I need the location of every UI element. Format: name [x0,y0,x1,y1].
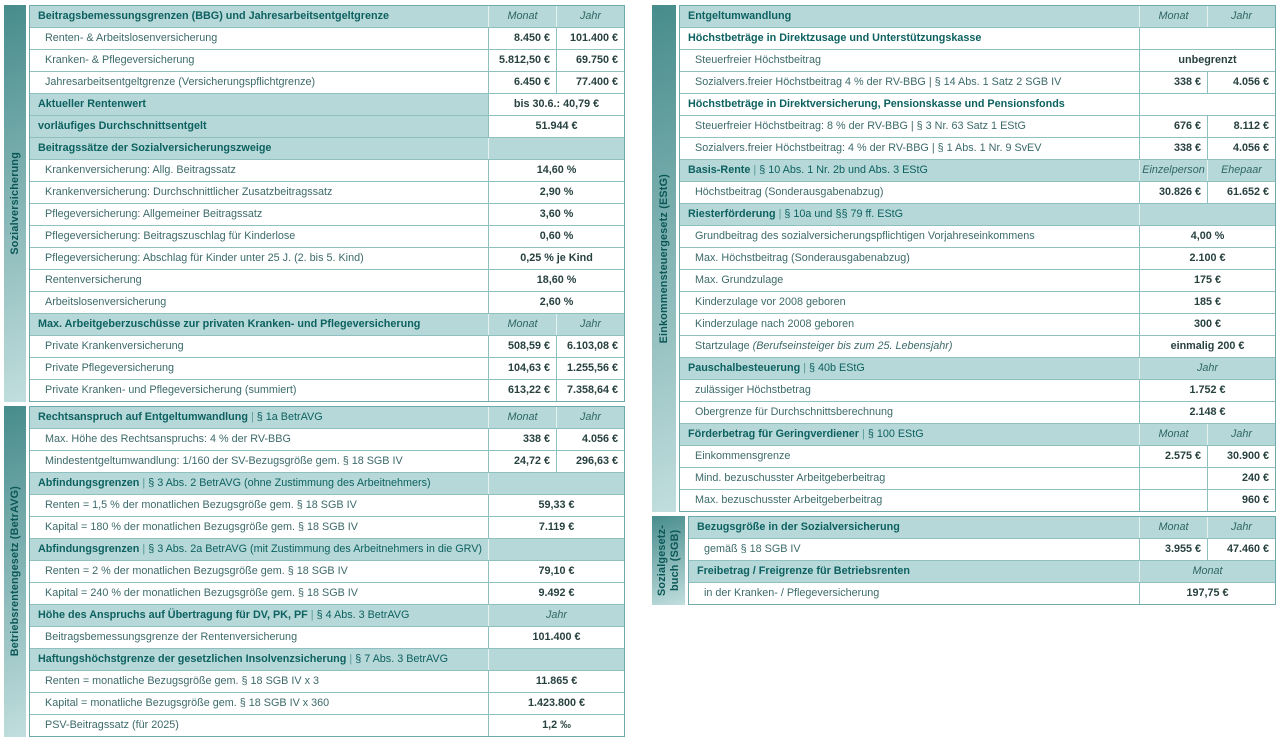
section-header-label [30,138,488,159]
section-title: Freibetrag / Freigrenze für Betriebsrenten [697,565,910,577]
table-row [30,450,624,472]
separator: | [250,411,254,423]
row-label-text: Pflegeversicherung: Abschlag für Kinder unter 25 J. (2. bis 5. Kind) [45,252,364,264]
section-header-row [680,6,1275,27]
value-merged: 0,60 % [488,226,624,247]
column-header-empty [488,649,624,670]
column-header-left: Einzelperson [1139,160,1207,181]
column-header-empty [1139,204,1275,225]
row-label-note: (Berufseinsteiger bis zum 25. Lebensjahr) [752,340,953,352]
separator: | [753,164,757,176]
row-label [680,116,1139,137]
table-block-betravg [4,406,625,737]
keyvalue-title: vorläufiges Durchschnittsentgelt [38,120,207,132]
row-label-text: Pflegeversicherung: Beitragszuschlag für Kinderlose [45,230,296,242]
row-label [30,50,488,71]
row-label-text: Max. Höchstbeitrag (Sonderausgabenabzug) [695,252,910,264]
section-title: Abfindungsgrenzen [38,543,140,555]
row-label-text: Grundbeitrag des sozialversicherungspflichtigen Vorjahreseinkommens [695,230,1035,242]
row-label-text: Private Pflegeversicherung [45,362,175,374]
keyvalue-label [30,94,488,115]
value-jahr: 69.750 € [556,50,624,71]
section-header-row [30,6,624,27]
separator: | [310,609,314,621]
value-monat: 30.826 € [1139,182,1207,203]
value-merged: 79,10 € [488,561,624,582]
value-jahr: 4.056 € [1207,72,1275,93]
keyvalue-row [30,115,624,137]
side-label-text: Einkommensteuergesetz (EStG) [657,173,670,344]
row-label-text: Beitragsbemessungsgrenze der Rentenversicherung [45,631,298,643]
table-row [680,269,1275,291]
table-row [30,626,624,648]
row-label-text: Krankenversicherung: Allg. Beitragssatz [45,164,236,176]
column-header-empty [488,473,624,494]
value-monat: 338 € [488,429,556,450]
value-jahr: 30.900 € [1207,446,1275,467]
section-header-label [680,358,1139,379]
value-monat [1139,468,1207,489]
value-jahr: 61.652 € [1207,182,1275,203]
row-label [30,182,488,203]
section-header-label [680,6,1139,27]
section-title: Höhe des Anspruchs auf Übertragung für DV, PK, PF [38,609,308,621]
section-header-row [30,313,624,335]
value-merged: bis 30.6.: 40,79 € [488,94,624,115]
row-label [30,204,488,225]
value-jahr: 47.460 € [1207,539,1275,560]
table-row [30,203,624,225]
separator: | [142,477,146,489]
row-label [680,336,1139,357]
row-label-text: Steuerfreier Höchstbeitrag: 8 % der RV-BBG | § 3 Nr. 63 Satz 1 EStG [695,120,1026,132]
separator: | [803,362,807,374]
value-merged: 1.752 € [1139,380,1275,401]
row-label-text: Sozialvers.freier Höchstbeitrag 4 % der RV-BBG | § 14 Abs. 1 Satz 2 SGB IV [695,76,1062,88]
column-header-right: Jahr [1207,517,1275,538]
value-merged: 2.100 € [1139,248,1275,269]
value-jahr: 4.056 € [1207,138,1275,159]
value-monat: 613,22 € [488,380,556,401]
section-title: Rechtsanspruch auf Entgeltumwandlung [38,411,248,423]
row-label-text: Max. Höhe des Rechtsanspruchs: 4 % der RV-BBG [45,433,291,445]
row-label-text: Krankenversicherung: Durchschnittlicher Zusatzbeitragssatz [45,186,333,198]
row-label-text: Rentenversicherung [45,274,142,286]
value-merged: unbegrenzt [1139,50,1275,71]
table-row [30,291,624,313]
section-header-row [30,538,624,560]
value-merged: einmalig 200 € [1139,336,1275,357]
section-header-label [680,204,1139,225]
column-header-right: Jahr [556,6,624,27]
value-merged: 2,60 % [488,292,624,313]
row-label [30,451,488,472]
table-block-sv [4,5,625,402]
row-label [680,490,1139,511]
table-row [680,467,1275,489]
row-label [680,380,1139,401]
table-row [30,225,624,247]
section-header-label [30,6,488,27]
row-label-text: Kapital = 180 % der monatlichen Bezugsgröße gem. § 18 SGB IV [45,521,358,533]
row-label-text: Max. bezuschusster Arbeitgeberbeitrag [695,494,883,506]
table-row [680,225,1275,247]
sgb-table [688,516,1276,605]
row-label [680,182,1139,203]
table-row [680,247,1275,269]
value-merged: 2.148 € [1139,402,1275,423]
section-header-label [680,160,1139,181]
row-label [30,715,488,736]
value-jahr: 6.103,08 € [556,336,624,357]
value-merged: 4,00 % [1139,226,1275,247]
table-row [30,159,624,181]
section-header-row [680,423,1275,445]
row-label-text: zulässiger Höchstbetrag [695,384,811,396]
value-monat: 508,59 € [488,336,556,357]
table-row [30,181,624,203]
table-row [30,670,624,692]
section-title: Pauschalbesteuerung [688,362,801,374]
column-header-right: Jahr [1207,424,1275,445]
row-label-text: Private Kranken- und Pflegeversicherung (summiert) [45,384,297,396]
table-row [680,335,1275,357]
column-header-merged: Jahr [1139,358,1275,379]
table-row [680,71,1275,93]
separator: | [142,543,146,555]
table-row [30,494,624,516]
row-label [30,671,488,692]
column-header-left: Monat [1139,517,1207,538]
value-merged: 18,60 % [488,270,624,291]
value-merged: 1.423.800 € [488,693,624,714]
table-row [30,560,624,582]
table-row [680,445,1275,467]
legal-reference: § 4 Abs. 3 BetrAVG [316,609,410,621]
value-merged: 175 € [1139,270,1275,291]
row-label [30,292,488,313]
value-monat: 5.812,50 € [488,50,556,71]
table-row [680,401,1275,423]
row-label-text: Steuerfreier Höchstbeitrag [695,54,822,66]
table-row [30,714,624,736]
legal-reference: § 7 Abs. 3 BetrAVG [355,653,449,665]
row-label-text: Jahresarbeitsentgeltgrenze (Versicherungspflichtgrenze) [45,76,316,88]
value-merged: 197,75 € [1139,583,1275,604]
column-header-left: Monat [488,6,556,27]
keyvalue-row [30,93,624,115]
row-label-text: Kapital = monatliche Bezugsgröße gem. § 18 SGB IV x 360 [45,697,330,709]
section-title: Basis-Rente [688,164,751,176]
row-label [680,446,1139,467]
row-label [680,292,1139,313]
section-header-row [689,560,1275,582]
value-merged: 51.944 € [488,116,624,137]
section-header-row [30,472,624,494]
table-row [30,71,624,93]
table-block-estg [652,5,1276,512]
legal-reference: § 10a und §§ 79 ff. EStG [784,208,904,220]
row-label [30,583,488,604]
row-label-text: Sozialvers.freier Höchstbeitrag: 4 % der RV-BBG | § 1 Abs. 1 Nr. 9 SvEV [695,142,1042,154]
table-row [30,428,624,450]
table-row [680,379,1275,401]
value-monat: 104,63 € [488,358,556,379]
table-row [30,27,624,49]
section-header-label [680,424,1139,445]
side-label-text: Sozialgesetz- buch (SGB) [655,525,681,596]
section-subheader-row [680,27,1275,49]
value-merged: 0,25 % je Kind [488,248,624,269]
column-header-merged: Monat [1139,561,1275,582]
value-jahr: 4.056 € [556,429,624,450]
keyvalue-title: Aktueller Rentenwert [38,98,146,110]
table-row [680,489,1275,511]
table-row [30,335,624,357]
section-header-row [30,648,624,670]
row-label [30,561,488,582]
row-label [30,429,488,450]
row-label-text: Pflegeversicherung: Allgemeiner Beitragssatz [45,208,263,220]
value-jahr: 101.400 € [556,28,624,49]
subheader-title: Höchstbeträge in Direktversicherung, Pensionskasse und Pensionsfonds [688,98,1065,110]
value-monat [1139,490,1207,511]
value-merged: 1,2 ‰ [488,715,624,736]
legal-reference: § 3 Abs. 2 BetrAVG (ohne Zustimmung des Arbeitnehmers) [148,477,431,489]
value-monat: 3.955 € [1139,539,1207,560]
row-label-text: Kapital = 240 % der monatlichen Bezugsgröße gem. § 18 SGB IV [45,587,358,599]
value-monat: 8.450 € [488,28,556,49]
separator: | [349,653,353,665]
column-header-right: Jahr [556,314,624,335]
value-merged: 3,60 % [488,204,624,225]
table-row [30,247,624,269]
section-title: Max. Arbeitgeberzuschüsse zur privaten Kranken- und Pflegeversicherung [38,318,421,330]
section-header-label [30,314,488,335]
row-label [30,248,488,269]
row-label [30,226,488,247]
row-label-text: Max. Grundzulage [695,274,784,286]
table-row [30,49,624,71]
table-row [680,49,1275,71]
row-label [680,270,1139,291]
row-label [30,72,488,93]
row-label-text: Arbeitslosenversicherung [45,296,167,308]
row-label [680,72,1139,93]
row-label [30,380,488,401]
column-header-left: Monat [1139,424,1207,445]
section-title: Riesterförderung [688,208,776,220]
section-subheader-row [680,93,1275,115]
row-label [689,539,1139,560]
section-header-label [30,605,488,626]
section-header-label [689,517,1139,538]
sv-table [29,5,625,402]
row-label-text: PSV-Beitragssatz (für 2025) [45,719,179,731]
row-label [30,517,488,538]
table-row [30,379,624,401]
keyvalue-label [30,116,488,137]
row-label-text: Mindestentgeltumwandlung: 1/160 der SV-Bezugsgröße gem. § 18 SGB IV [45,455,403,467]
section-header-row [689,517,1275,538]
row-label [30,358,488,379]
value-monat: 676 € [1139,116,1207,137]
column-header-merged: Jahr [488,605,624,626]
value-jahr: 240 € [1207,468,1275,489]
betravg-table [29,406,625,737]
legal-reference: § 1a BetrAVG [256,411,323,423]
value-empty [1139,28,1275,49]
legal-reference: § 40b EStG [809,362,865,374]
section-title: Förderbetrag für Geringverdiener [688,428,859,440]
section-header-row [680,203,1275,225]
section-header-row [680,159,1275,181]
section-title: Bezugsgröße in der Sozialversicherung [697,521,900,533]
row-label [30,160,488,181]
side-label-text: Sozialversicherung [8,152,21,255]
value-merged: 101.400 € [488,627,624,648]
row-label-text: Einkommensgrenze [695,450,791,462]
row-label-text: gemäß § 18 SGB IV [704,543,801,555]
column-header-left: Monat [488,407,556,428]
row-label [680,50,1139,71]
row-label-text: Private Krankenversicherung [45,340,184,352]
section-header-label [689,561,1139,582]
table-row [30,692,624,714]
value-merged: 300 € [1139,314,1275,335]
row-label [30,495,488,516]
value-merged: 185 € [1139,292,1275,313]
section-title: Abfindungsgrenzen [38,477,140,489]
column-header-right: Jahr [1207,6,1275,27]
row-label-text: Startzulage [695,340,750,352]
section-header-label [30,473,488,494]
column-header-empty [488,539,624,560]
value-merged: 14,60 % [488,160,624,181]
table-row [680,137,1275,159]
row-label-text: Kranken- & Pflegeversicherung [45,54,195,66]
row-label [680,314,1139,335]
subheader-label [680,94,1139,115]
value-monat: 338 € [1139,72,1207,93]
row-label-text: Renten- & Arbeitslosenversicherung [45,32,218,44]
section-header-row [30,137,624,159]
subheader-title: Höchstbeträge in Direktzusage und Unterstützungskasse [688,32,982,44]
section-title: Entgeltumwandlung [688,10,792,22]
table-row [30,357,624,379]
row-label-text: Kinderzulage nach 2008 geboren [695,318,855,330]
section-title: Beitragsbemessungsgrenzen (BBG) und Jahresarbeitsentgeltgrenze [38,10,389,22]
value-merged: 7.119 € [488,517,624,538]
row-label-text: Höchstbeitrag (Sonderausgabenabzug) [695,186,884,198]
row-label [680,226,1139,247]
section-header-row [30,407,624,428]
side-label-sv [4,5,26,402]
table-row [680,115,1275,137]
table-row [680,313,1275,335]
legal-reference: § 100 EStG [867,428,924,440]
section-header-row [680,357,1275,379]
row-label [680,248,1139,269]
column-header-left: Monat [1139,6,1207,27]
row-label [30,627,488,648]
side-label-betravg [4,406,26,737]
table-row [680,291,1275,313]
table-row [30,516,624,538]
row-label-text: Obergrenze für Durchschnittsberechnung [695,406,894,418]
side-label-text: Betriebsrentengesetz (BetrAVG) [8,486,21,657]
section-title: Beitragssätze der Sozialversicherungszweige [38,142,272,154]
section-header-label [30,539,488,560]
value-merged: 11.865 € [488,671,624,692]
section-header-label [30,649,488,670]
side-label-estg [652,5,676,512]
table-row [689,582,1275,604]
table-row [680,181,1275,203]
section-header-row [30,604,624,626]
table-row [30,582,624,604]
row-label-text: Renten = 1,5 % der monatlichen Bezugsgröße gem. § 18 SGB IV [45,499,357,511]
section-header-label [30,407,488,428]
column-header-right: Jahr [556,407,624,428]
value-jahr: 8.112 € [1207,116,1275,137]
value-empty [1139,94,1275,115]
column-header-empty [488,138,624,159]
value-monat: 338 € [1139,138,1207,159]
row-label-text: Kinderzulage vor 2008 geboren [695,296,846,308]
side-label-sgb [652,516,685,605]
legal-reference: § 3 Abs. 2a BetrAVG (mit Zustimmung des Arbeitnehmers in die GRV) [148,543,483,555]
column-header-right: Ehepaar [1207,160,1275,181]
value-merged: 59,33 € [488,495,624,516]
value-monat: 2.575 € [1139,446,1207,467]
value-jahr: 77.400 € [556,72,624,93]
row-label-text: Renten = monatliche Bezugsgröße gem. § 18 SGB IV x 3 [45,675,319,687]
column-header-left: Monat [488,314,556,335]
row-label [689,583,1139,604]
row-label [30,28,488,49]
value-monat: 24,72 € [488,451,556,472]
value-merged: 9.492 € [488,583,624,604]
legal-reference: § 10 Abs. 1 Nr. 2b und Abs. 3 EStG [759,164,928,176]
row-label-text: in der Kranken- / Pflegeversicherung [704,587,880,599]
value-jahr: 7.358,64 € [556,380,624,401]
separator: | [778,208,782,220]
value-jahr: 1.255,56 € [556,358,624,379]
row-label [30,270,488,291]
row-label-text: Mind. bezuschusster Arbeitgeberbeitrag [695,472,886,484]
table-row [30,269,624,291]
value-monat: 6.450 € [488,72,556,93]
row-label-text: Renten = 2 % der monatlichen Bezugsgröße gem. § 18 SGB IV [45,565,348,577]
table-row [689,538,1275,560]
value-jahr: 296,63 € [556,451,624,472]
row-label [680,138,1139,159]
row-label [30,693,488,714]
row-label [680,402,1139,423]
row-label [30,336,488,357]
subheader-label [680,28,1139,49]
value-jahr: 960 € [1207,490,1275,511]
separator: | [862,428,865,440]
table-block-sgb [652,516,1276,605]
value-merged: 2,90 % [488,182,624,203]
section-title: Haftungshöchstgrenze der gesetzlichen Insolvenzsicherung [38,653,347,665]
estg-table [679,5,1276,512]
row-label [680,468,1139,489]
